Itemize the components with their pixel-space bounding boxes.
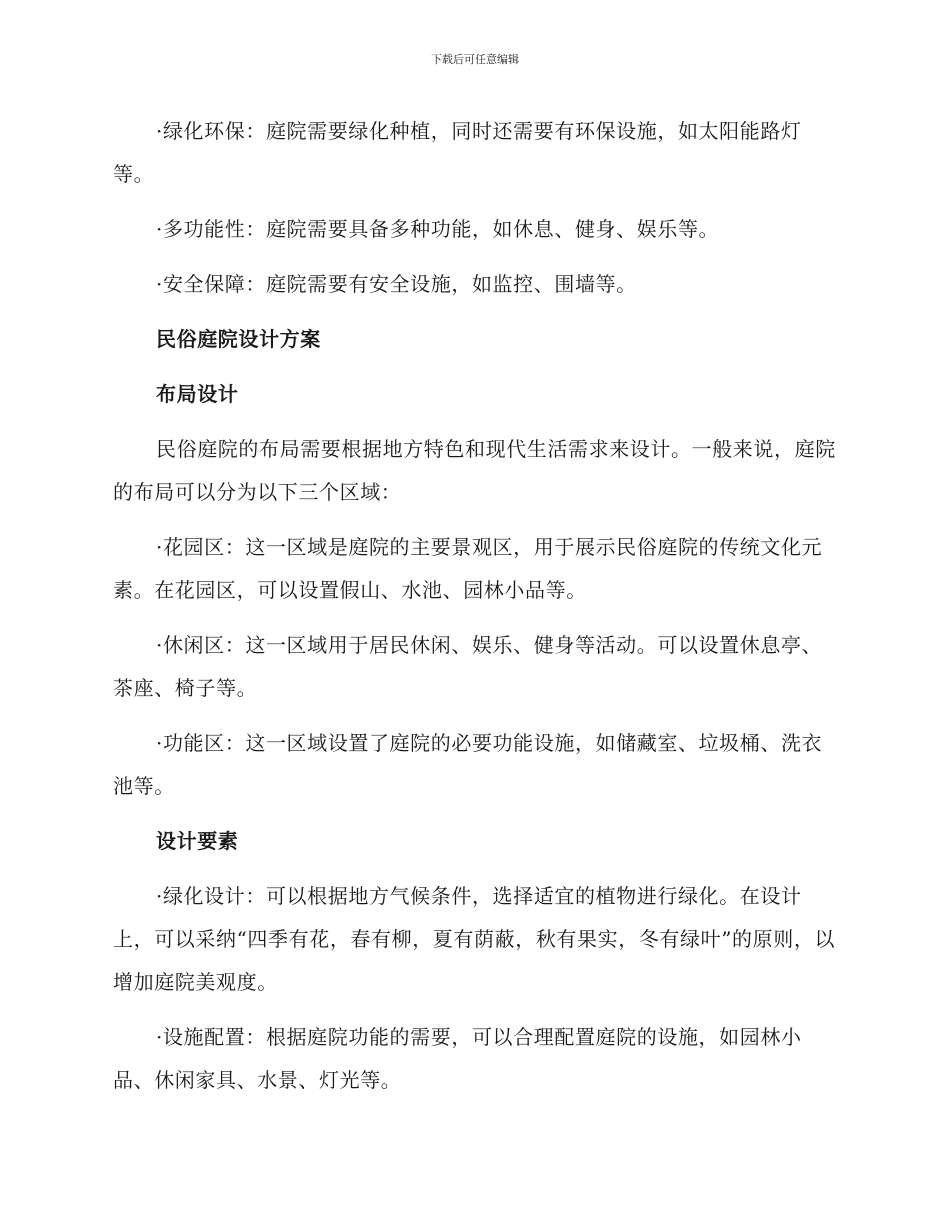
paragraph-safety: ·安全保障：庭院需要有安全设施，如监控、围墙等。 [156, 272, 637, 296]
section-heading-design-plan: 民俗庭院设计方案 [156, 327, 321, 351]
section-heading-layout-design: 布局设计 [156, 382, 239, 406]
paragraph-leisure-area: ·休闲区：这一区域用于居民休闲、娱乐、健身等活动。可以设置休息亭、茶座、椅子等。 [113, 633, 823, 700]
page-header: 下载后可任意编辑 [431, 53, 519, 66]
paragraph-garden-area: ·花园区：这一区域是庭院的主要景观区，用于展示民俗庭院的传统文化元素。在花园区，可以设置假山、水池、园林小品等。 [113, 535, 823, 602]
paragraph-layout-intro: 民俗庭院的布局需要根据地方特色和现代生活需求来设计。一般来说，庭院的布局可以分为以下三个区域： [113, 437, 836, 504]
paragraph-greening-design: ·绿化设计：可以根据地方气候条件，选择适宜的植物进行绿化。在设计上，可以采纳“四季有花，春有柳，夏有荫蔽，秋有果实，冬有绿叶”的原则，以增加庭院美观度。 [113, 884, 836, 994]
paragraph-function-area: ·功能区：这一区域设置了庭院的必要功能设施，如储藏室、垃圾桶、洗衣池等。 [113, 731, 823, 798]
section-heading-design-elements: 设计要素 [156, 829, 239, 853]
paragraph-greening-environment: ·绿化环保：庭院需要绿化种植，同时还需要有环保设施，如太阳能路灯等。 [113, 119, 802, 186]
document-body [113, 110, 838, 1114]
paragraph-facility-config: ·设施配置：根据庭院功能的需要，可以合理配置庭院的设施，如园林小品、休闲家具、水景、灯光等。 [113, 1025, 802, 1092]
paragraph-multifunction: ·多功能性：庭院需要具备多种功能，如休息、健身、娱乐等。 [156, 217, 720, 241]
